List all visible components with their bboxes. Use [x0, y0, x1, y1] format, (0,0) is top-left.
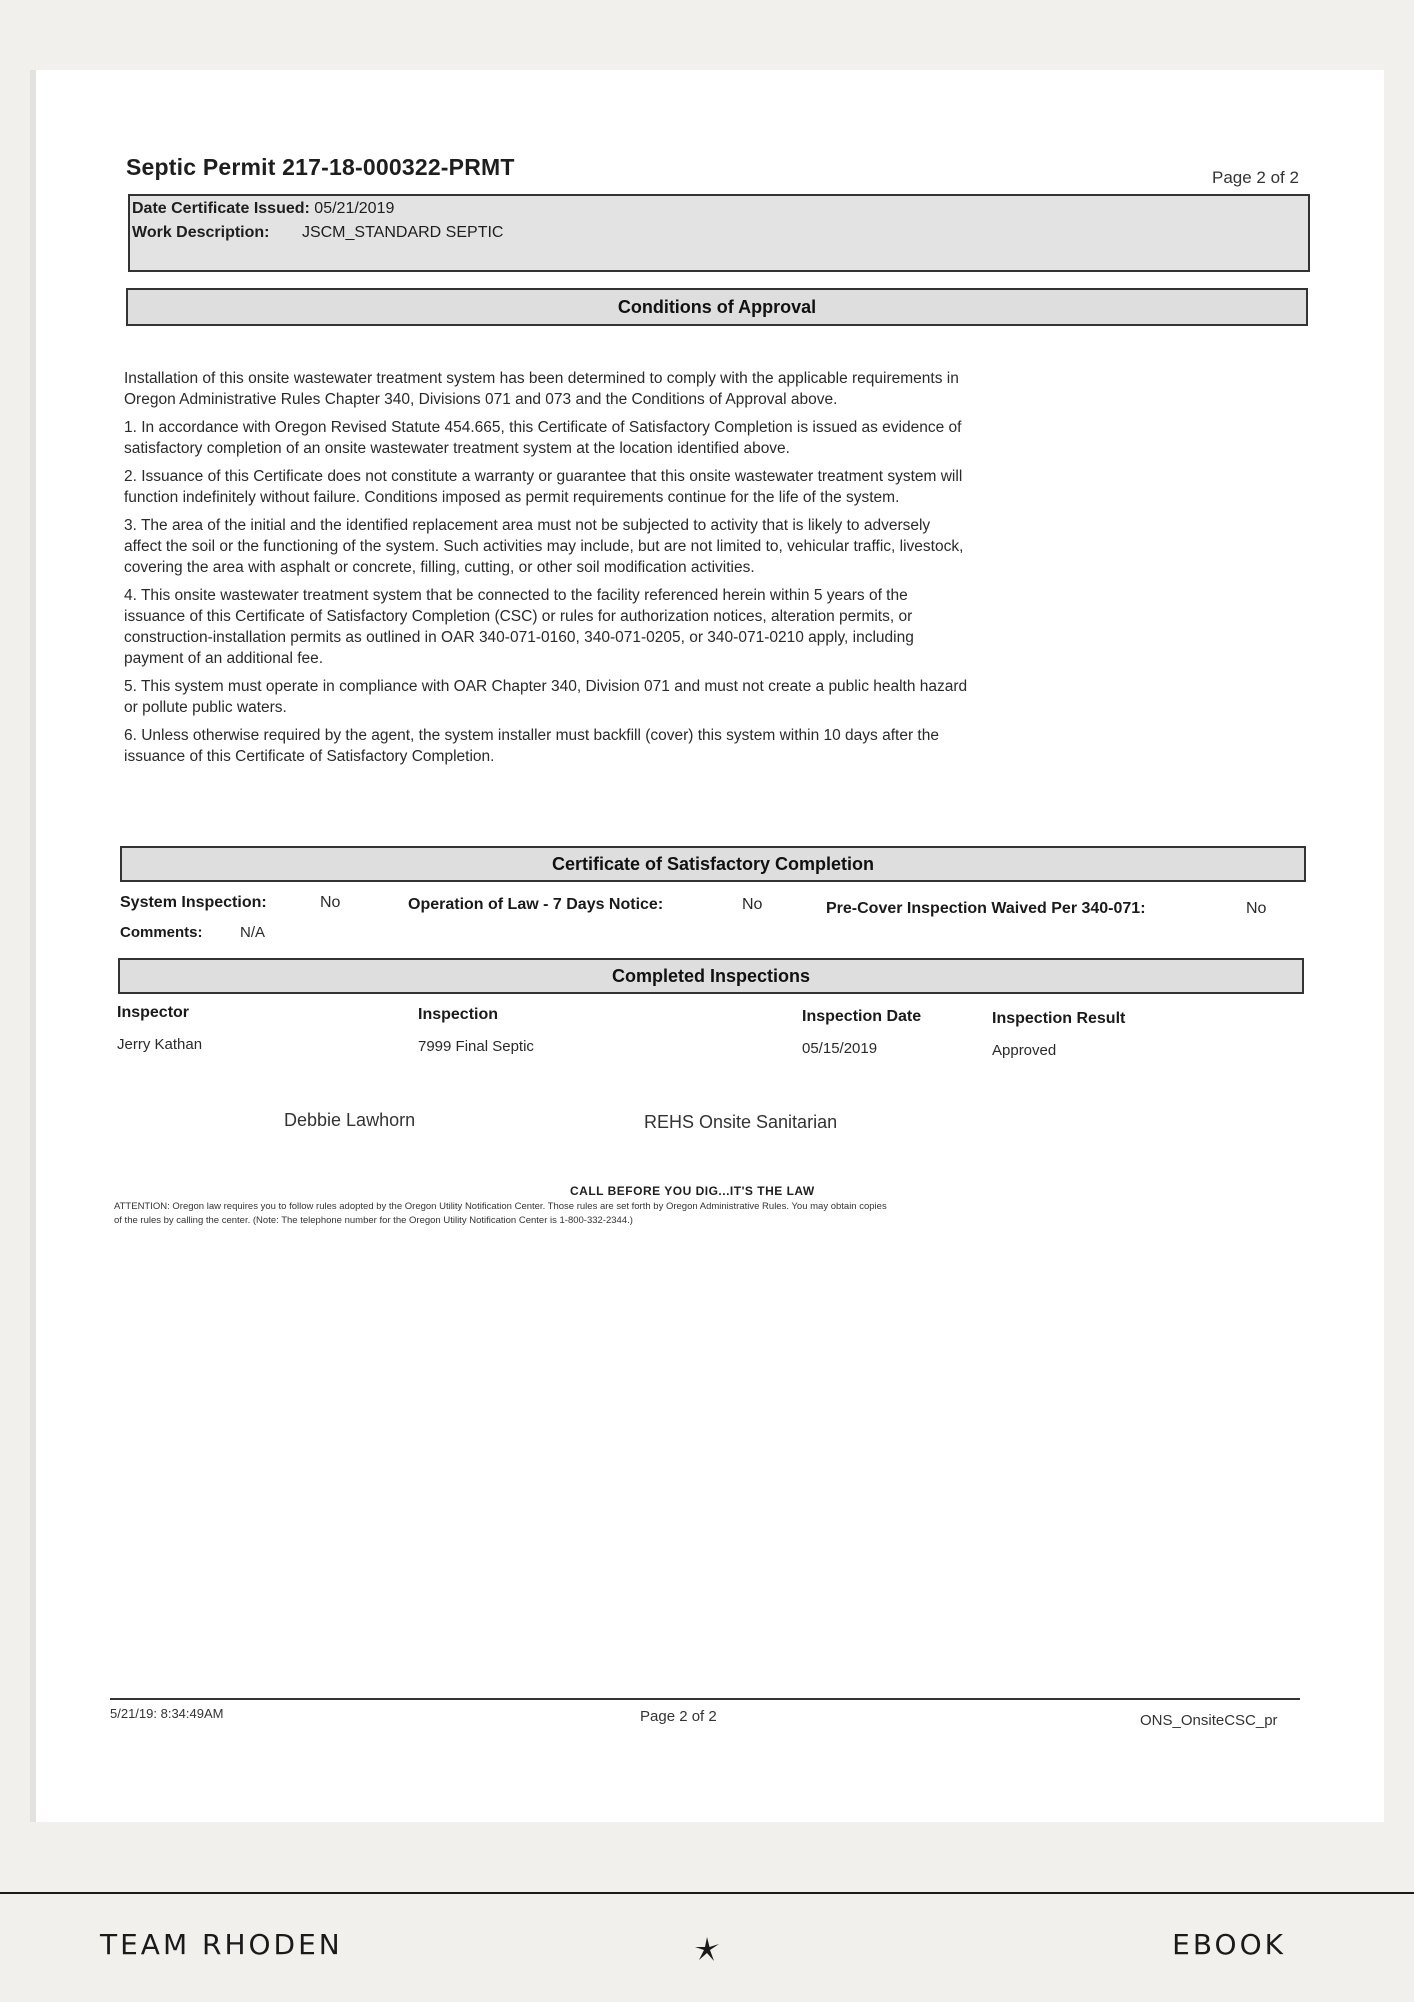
page-number-bottom: Page 2 of 2	[640, 1708, 717, 1725]
attention-notice	[114, 1200, 1314, 1228]
print-timestamp: 5/21/19: 8:34:49AM	[110, 1706, 224, 1721]
date-issued-row	[132, 200, 394, 218]
document-page	[30, 70, 1384, 1822]
work-description-label: Work Description:	[132, 224, 270, 241]
date-issued-label: Date Certificate Issued:	[132, 200, 310, 217]
item-5-line-1: 5. This system must operate in compliance with OAR Chapter 340, Division 071 and must not create a public health hazard	[124, 678, 968, 695]
permit-title: Septic Permit 217-18-000322-PRMT	[126, 154, 515, 180]
work-description-value: JSCM_STANDARD SEPTIC	[301, 224, 504, 241]
item-3-line-2: affect the soil or the functioning of the system. Such activities may include, but are not limited to, vehicular traffic, livestock,	[124, 538, 964, 555]
item-4-line-4: payment of an additional fee.	[124, 650, 324, 667]
pre-cover-label: Pre-Cover Inspection Waived Per 340-071:	[826, 900, 1146, 917]
footer-divider	[110, 1698, 1300, 1700]
attention-line-1: ATTENTION: Oregon law requires you to follow rules adopted by the Oregon Utility Notification Center. Those rules are set forth by Oregon Administrative Rules. You may obtain copies	[114, 1201, 887, 1212]
comments-label: Comments:	[120, 924, 203, 941]
item-5-line-2: or pollute public waters.	[124, 699, 287, 716]
column-header-inspection-result: Inspection Result	[992, 1010, 1126, 1027]
header-info-box	[128, 194, 1310, 272]
attention-line-2: of the rules by calling the center. (Note: The telephone number for the Oregon Utility Notification Center is 1-800-332-2344.)	[114, 1215, 633, 1226]
report-code: ONS_OnsiteCSC_pr	[1140, 1712, 1278, 1729]
operation-of-law-label: Operation of Law - 7 Days Notice:	[408, 896, 664, 913]
operation-of-law-value: No	[742, 896, 763, 913]
conditions-text	[124, 368, 1304, 767]
four-point-star-icon	[692, 1934, 722, 1964]
item-4-line-3: construction-installation permits as outlined in OAR 340-071-0160, 340-071-0205, or 340-071-0210 apply, including	[124, 629, 914, 646]
work-description-row	[132, 224, 503, 242]
system-inspection-value: No	[320, 894, 341, 911]
item-6-line-1: 6. Unless otherwise required by the agent, the system installer must backfill (cover) this system within 10 days after the	[124, 727, 939, 744]
item-1-line-1: 1. In accordance with Oregon Revised Statute 454.665, this Certificate of Satisfactory Completion is issued as evidence of	[124, 419, 962, 436]
table-cell-inspection-result: Approved	[992, 1042, 1057, 1059]
call-before-you-dig-heading: CALL BEFORE YOU DIG...IT'S THE LAW	[570, 1184, 815, 1198]
ebook-label: EBOOK	[1172, 1928, 1286, 1961]
item-1-line-2: satisfactory completion of an onsite wastewater treatment system at the location identified above.	[124, 440, 790, 457]
page-number-top: Page 2 of 2	[1212, 168, 1299, 187]
intro-line-2: Oregon Administrative Rules Chapter 340, Divisions 071 and 073 and the Conditions of Approval above.	[124, 391, 838, 408]
item-2-line-1: 2. Issuance of this Certificate does not constitute a warranty or guarantee that this onsite wastewater treatment system will	[124, 468, 963, 485]
pre-cover-value: No	[1246, 900, 1267, 917]
table-cell-inspector: Jerry Kathan	[117, 1036, 203, 1053]
item-6-line-2: issuance of this Certificate of Satisfactory Completion.	[124, 748, 495, 765]
signer-title: REHS Onsite Sanitarian	[644, 1112, 838, 1132]
intro-line-1: Installation of this onsite wastewater treatment system has been determined to comply with the applicable requirements in	[124, 370, 959, 387]
item-2-line-2: function indefinitely without failure. Conditions imposed as permit requirements continue for the life of the system.	[124, 489, 900, 506]
table-cell-inspection-date: 05/15/2019	[802, 1040, 878, 1057]
conditions-heading: Conditions of Approval	[126, 288, 1308, 326]
column-header-inspector: Inspector	[117, 1004, 190, 1021]
item-3-line-3: covering the area with asphalt or concrete, filling, cutting, or other soil modification activities.	[124, 559, 755, 576]
item-4-line-1: 4. This onsite wastewater treatment system that be connected to the facility referenced herein within 5 years of the	[124, 587, 908, 604]
comments-value: N/A	[240, 924, 266, 941]
system-inspection-label: System Inspection:	[120, 894, 267, 911]
date-issued-value: 05/21/2019	[314, 200, 395, 217]
column-header-inspection-date: Inspection Date	[802, 1008, 922, 1025]
column-header-inspection: Inspection	[418, 1006, 499, 1023]
item-4-line-2: issuance of this Certificate of Satisfactory Completion (CSC) or rules for authorization notices, alteration permits, or	[124, 608, 913, 625]
completed-inspections-heading: Completed Inspections	[118, 958, 1304, 994]
certificate-heading: Certificate of Satisfactory Completion	[120, 846, 1306, 882]
table-cell-inspection: 7999 Final Septic	[418, 1038, 534, 1055]
brand-name: TEAM RHODEN	[100, 1928, 343, 1961]
item-3-line-1: 3. The area of the initial and the identified replacement area must not be subjected to activity that is likely to adversely	[124, 517, 931, 534]
signer-name: Debbie Lawhorn	[284, 1110, 416, 1130]
